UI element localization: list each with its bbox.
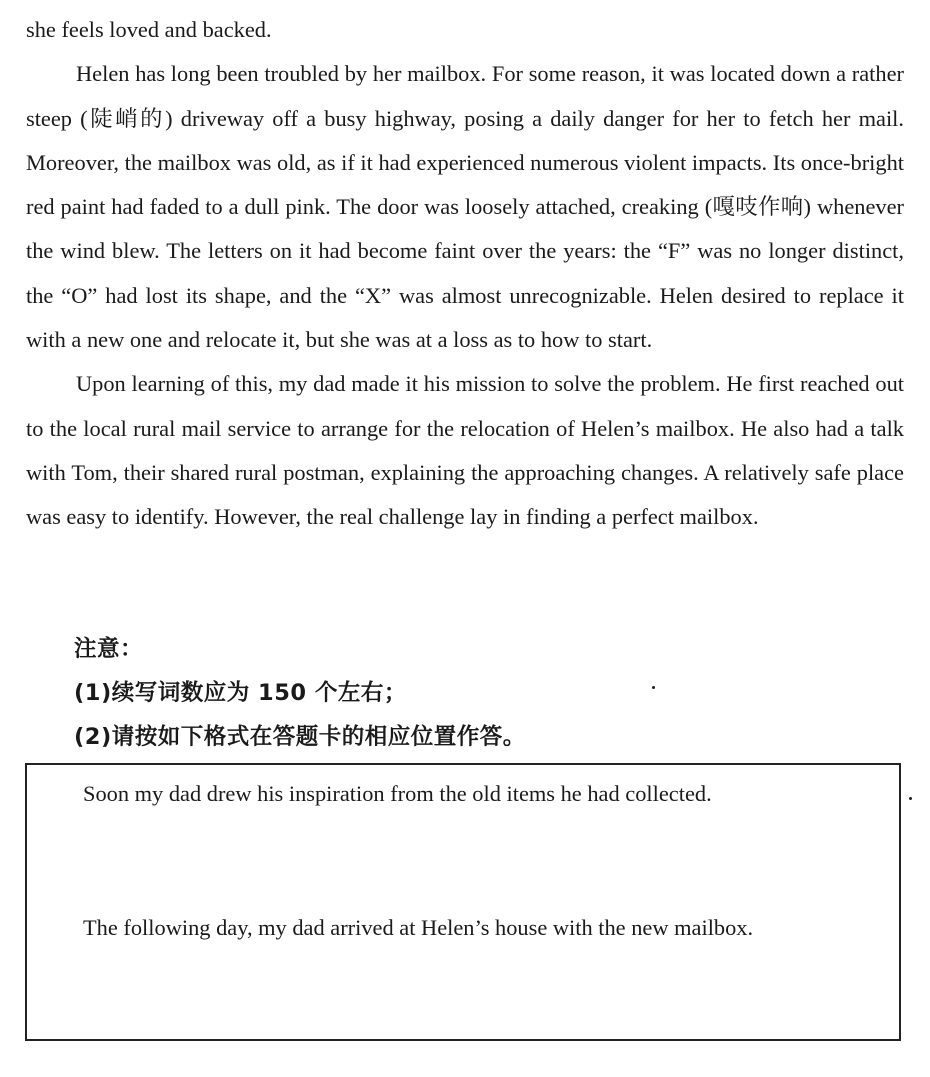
notes-heading: 注意： xyxy=(74,636,144,662)
answer-prompt-2: The following day, my dad arrived at Helen’s house with the new mailbox. xyxy=(83,915,754,940)
notes-item-2: (2)请按如下格式在答题卡的相应位置作答。 xyxy=(74,724,526,750)
notes-item-1: (1)续写词数应为 150 个左右； xyxy=(74,680,407,706)
scan-speck xyxy=(909,797,912,800)
passage-opening-fragment: she feels loved and backed. xyxy=(26,17,272,42)
passage-paragraph-3: Upon learning of this, my dad made it his mission to solve the problem. He first reached out to the local rural mail service to arrange for the relocation of Helen’s mailbox. He also had a talk with Tom, their shared rural postman, explaining the approaching changes. A relatively safe place was easy to identify. However, the real challenge lay in finding a perfect mailbox. xyxy=(26,371,904,530)
answer-box xyxy=(25,763,901,1041)
reading-passage xyxy=(26,8,904,540)
answer-prompt-1: Soon my dad drew his inspiration from the old items he had collected. xyxy=(83,781,712,806)
scan-speck xyxy=(652,686,655,689)
instructions-notes xyxy=(74,627,526,759)
passage-paragraph-2: Helen has long been troubled by her mailbox. For some reason, it was located down a rather steep (陡峭的) driveway off a busy highway, posing a daily danger for her to fetch her mail. Moreover, the mailbox was old, as if it had experienced numerous violent impacts. Its once-bright red paint had faded to a dull pink. The door was loosely attached, creaking (嘎吱作响) whenever the wind blew. The letters on it had become faint over the years: the “F” was no longer distinct, the “O” had lost its shape, and the “X” was almost unrecognizable. Helen desired to replace it with a new one and relocate it, but she was at a loss as to how to start. xyxy=(26,61,904,353)
